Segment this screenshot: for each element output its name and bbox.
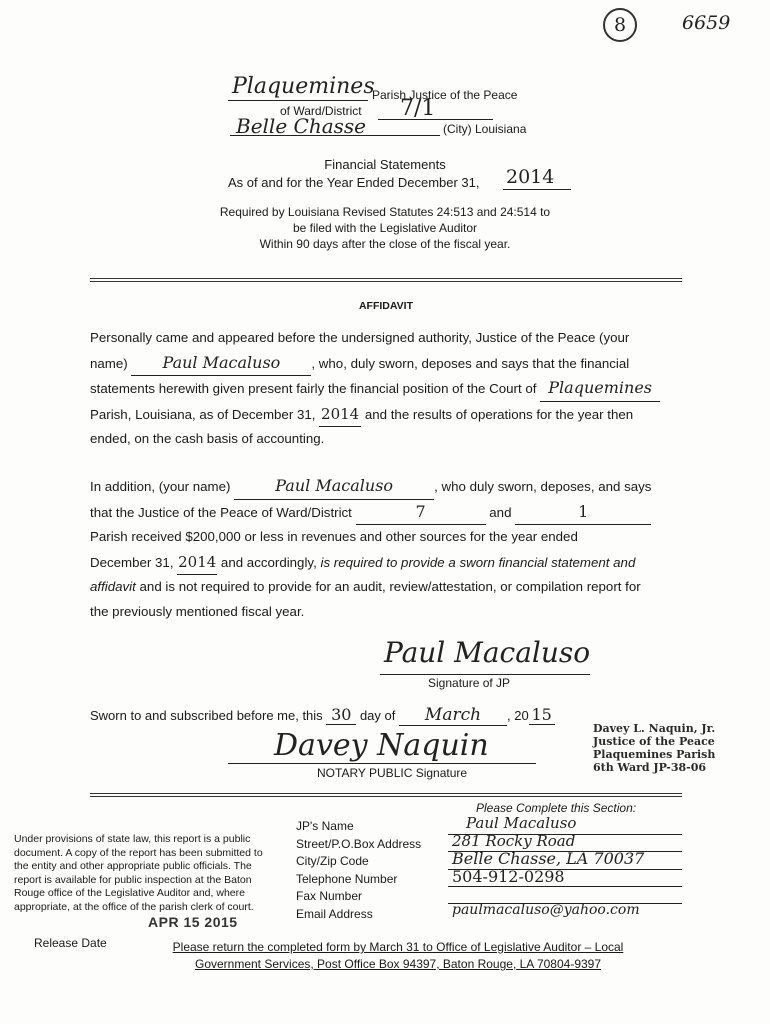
- affidavit-paragraph-1: Personally came and appeared before the undersigned authority, Justice of the Peace (your name) Paul Macaluso , who, duly sworn, deposes and says that the financial statements herewith given present fairly the financial position of the Court of Plaquemines Parish, Louisiana, as of December 31, 2014 and the results of operations for the year then ended, on the cash basis of accounting.: [90, 326, 682, 452]
- city-handwritten: Belle Chasse: [236, 114, 366, 138]
- sworn-day: 30: [326, 705, 356, 725]
- requirement-line1: Required by Louisiana Revised Statutes 24:513 and 24:514 to: [219, 205, 551, 219]
- parish-label: Parish Justice of the Peace: [372, 88, 518, 102]
- document-number: 6659: [682, 12, 731, 34]
- affidavit-paragraph-2: In addition, (your name) Paul Macaluso , who duly sworn, deposes, and says that the Justice of the Peace of Ward/District 7 and 1 Parish received $200,000 or less in revenues and other sources for the year ended December 31, 2014 and accordingly, is required to provide a sworn financial statement and affidavit and is not required to provide for an audit, review/attestation, or compilation report for the previously mentioned fiscal year.: [90, 476, 652, 619]
- city-label: (City) Louisiana: [443, 122, 527, 136]
- sworn-month: March: [399, 705, 507, 726]
- p2-year-handwritten: 2014: [177, 550, 217, 576]
- label-city-zip: City/Zip Code: [296, 854, 369, 868]
- affidavit-heading: AFFIDAVIT: [358, 300, 414, 312]
- sworn-line: Sworn to and subscribed before me, this 30 day of March , 20 15: [90, 705, 555, 726]
- circled-number: 8: [603, 8, 637, 42]
- release-date-label: Release Date: [34, 936, 107, 950]
- date-stamp: APR 15 2015: [148, 914, 238, 930]
- requirement-line2: be filed with the Legislative Auditor: [292, 221, 478, 235]
- value-telephone: 504-912-0298: [452, 867, 565, 886]
- value-email: paulmacaluso@yahoo.com: [452, 902, 640, 918]
- parish-handwritten: Plaquemines: [232, 74, 375, 99]
- footer-line1: Please return the completed form by March 31 to Office of Legislative Auditor – Local: [172, 940, 624, 954]
- p2-ward-handwritten: 7: [356, 500, 486, 526]
- notary-label: NOTARY PUBLIC Signature: [317, 766, 468, 780]
- requirement-line3: Within 90 days after the close of the fiscal year.: [259, 237, 511, 251]
- jp-signature: Paul Macaluso: [384, 636, 591, 669]
- court-handwritten: Plaquemines: [540, 376, 660, 402]
- jp-name-handwritten: Paul Macaluso: [131, 351, 311, 377]
- notary-signature: Davey Naquin: [274, 728, 489, 763]
- notary-stamp: Davey L. Naquin, Jr. Justice of the Peace Plaquemines Parish 6th Ward JP-38-06: [593, 722, 716, 774]
- sworn-year: 15: [529, 705, 555, 725]
- label-fax: Fax Number: [296, 889, 363, 903]
- label-telephone: Telephone Number: [296, 871, 398, 886]
- divider-top: [90, 278, 682, 282]
- value-city-zip: Belle Chasse, LA 70037: [452, 849, 645, 868]
- label-email: Email Address: [296, 906, 373, 921]
- ward-handwritten: 7/1: [400, 96, 436, 121]
- jp-signature-label: Signature of JP: [428, 676, 511, 690]
- ward-label: of Ward/District: [280, 104, 362, 118]
- legal-notice: Under provisions of state law, this report is a public document. A copy of the report has been submitted to the entity and other appropriate public officials. The report is available for public inspection at the Baton Rouge office of the Legislative Auditor and, where appropriate, at the office of the parish clerk of court.: [14, 833, 263, 913]
- divider-bottom: [90, 793, 682, 797]
- label-jp-name: JP's Name: [296, 819, 354, 833]
- title-line1: Financial Statements: [324, 157, 446, 172]
- p2-district-handwritten: 1: [515, 500, 651, 526]
- title-line2: As of and for the Year Ended December 31,: [228, 175, 480, 190]
- footer-line2: Government Services, Post Office Box 94397, Baton Rouge, LA 70804-9397: [194, 957, 602, 971]
- value-jp-name: Paul Macaluso: [466, 814, 577, 832]
- value-street: 281 Rocky Road: [452, 832, 576, 850]
- contact-heading: Please Complete this Section:: [476, 801, 637, 815]
- p1-year-handwritten: 2014: [319, 402, 361, 428]
- p2-name-handwritten: Paul Macaluso: [234, 474, 434, 500]
- title-year: 2014: [506, 166, 555, 188]
- label-street: Street/P.O.Box Address: [296, 836, 422, 851]
- contact-labels: [296, 818, 421, 923]
